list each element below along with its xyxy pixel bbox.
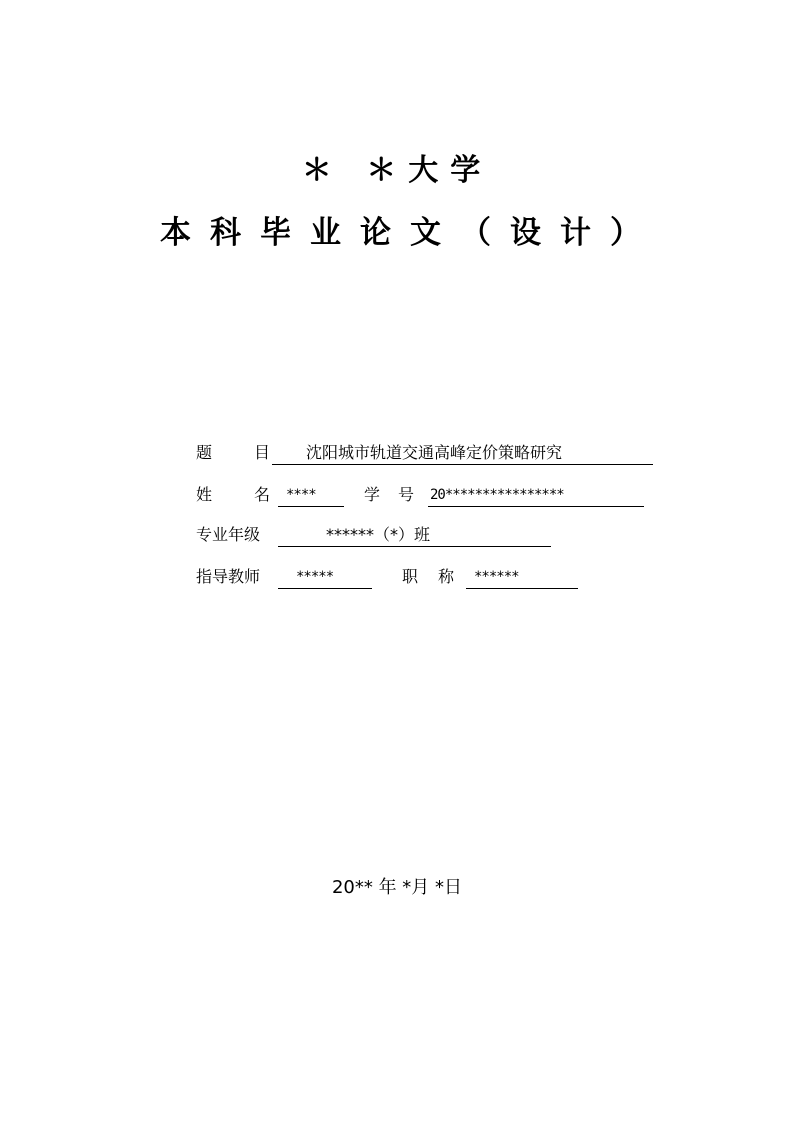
- advisor-title-value: ******: [474, 569, 519, 585]
- advisor-title-label-char-2: 称: [438, 567, 455, 586]
- major-grade-label: 专业年级: [196, 525, 261, 544]
- document-title: 本科毕业论文（设计）: [160, 215, 660, 251]
- name-label-char-2: 名: [254, 485, 271, 504]
- topic-value: 沈阳城市轨道交通高峰定价策略研究: [306, 443, 563, 462]
- student-id-label-char-1: 学: [364, 485, 381, 504]
- name-label-char-1: 姓: [196, 485, 213, 504]
- student-id-value: 20****************: [430, 487, 564, 503]
- submission-date: 20** 年 *月 *日: [331, 877, 463, 898]
- topic-label-char-1: 题: [196, 443, 213, 462]
- advisor-title-label-char-1: 职: [402, 567, 419, 586]
- university-name: ＊ ＊大学: [301, 153, 493, 188]
- advisor-value: *****: [296, 569, 334, 585]
- major-grade-value: ******（*）班: [326, 525, 431, 544]
- student-id-field: [428, 482, 644, 507]
- advisor-label: 指导教师: [196, 567, 261, 586]
- topic-label-char-2: 目: [254, 443, 271, 462]
- major-grade-field: [278, 522, 551, 547]
- advisor-row: [196, 564, 586, 590]
- topic-row: [196, 440, 656, 466]
- name-field: [278, 482, 344, 507]
- name-id-row: [196, 482, 646, 508]
- major-grade-row: [196, 522, 556, 548]
- name-value: ****: [286, 487, 316, 503]
- topic-field: [272, 440, 653, 465]
- advisor-title-field: [466, 564, 578, 589]
- advisor-field: [278, 564, 372, 589]
- student-id-label-char-2: 号: [398, 485, 415, 504]
